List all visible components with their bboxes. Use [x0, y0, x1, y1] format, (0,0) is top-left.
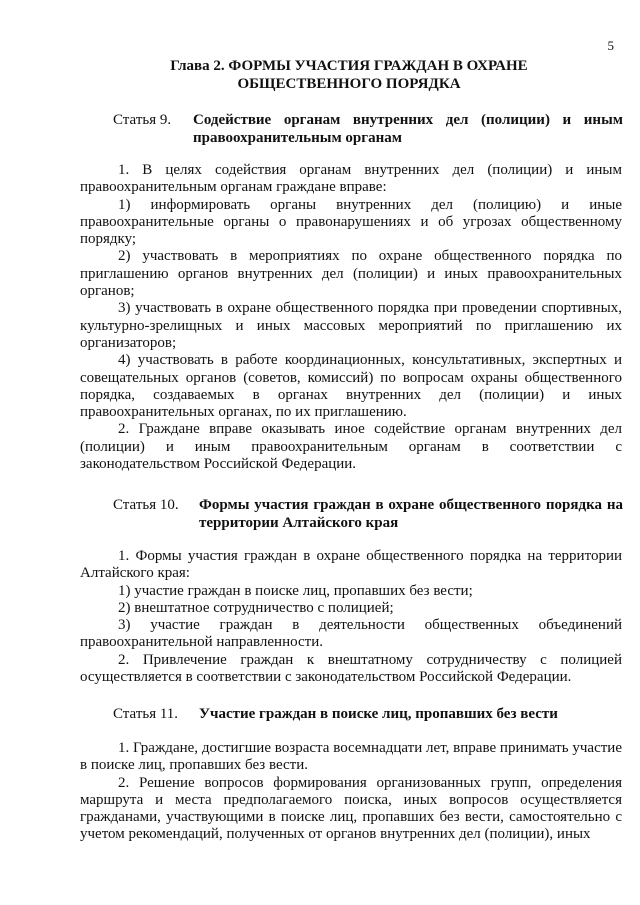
- article-11-title: Участие граждан в поиске лиц, пропавших без вести: [199, 706, 558, 722]
- chapter-title: [80, 57, 618, 93]
- page-number: 5: [607, 38, 614, 53]
- paragraph: 1. Граждане, достигшие возраста восемнадцати лет, вправе принимать участие в поиске лиц, пропавших без вести.: [80, 740, 622, 774]
- paragraph: 2) внештатное сотрудничество с полицией;: [118, 599, 394, 616]
- article-9-heading: [113, 111, 623, 147]
- article-10-number: Статья 10.: [113, 497, 179, 513]
- article-10-heading: [113, 496, 623, 532]
- article-10-title: Формы участия граждан в охране общественного порядка на территории Алтайского края: [199, 497, 623, 531]
- paragraph: 3) участие граждан в деятельности общественных объединений правоохранительной направленности.: [80, 617, 622, 651]
- paragraph: 1. В целях содействия органам внутренних дел (полиции) и иным правоохранительным органам граждане вправе:: [80, 162, 622, 196]
- paragraph: 4) участвовать в работе координационных, консультативных, экспертных и совещательных органов (советов, комиссий) по вопросам охраны общественного порядка, создаваемых в органах внутренних дел (полиции) и иных правоохранительных органах, по их приглашению.: [80, 352, 622, 421]
- paragraph: 2. Решение вопросов формирования организованных групп, определения маршрута и места предполагаемого поиска, иных вопросов осуществляется гражданами, участвующими в поиске лиц, пропавших без вести, самостоятельно с учетом рекомендаций, полученных от органов внутренних дел (полиции), иных: [80, 774, 622, 843]
- paragraph: 2) участвовать в мероприятиях по охране общественного порядка по приглашению органов внутренних дел (полиции) и иных правоохранительных органов;: [80, 248, 622, 300]
- paragraph: 2. Привлечение граждан к внештатному сотрудничеству с полицией осуществляется в соответствии с законодательством Российской Федерации.: [80, 651, 622, 686]
- article-9-title: Содействие органам внутренних дел (полиции) и иным правоохранительным органам: [193, 112, 623, 146]
- chapter-title-line-2: ОБЩЕСТВЕННОГО ПОРЯДКА: [237, 76, 461, 92]
- article-11-heading: [113, 705, 623, 723]
- article-9-number: Статья 9.: [113, 112, 172, 128]
- article-11-number: Статья 11.: [113, 706, 179, 722]
- paragraph: 2. Граждане вправе оказывать иное содействие органам внутренних дел (полиции) и иным правоохранительным органам в соответствии с законодательством Российской Федерации.: [80, 421, 622, 473]
- paragraph: 3) участвовать в охране общественного порядка при проведении спортивных, культурно-зрелищных и иных массовых мероприятий по приглашению их организаторов;: [80, 300, 622, 351]
- paragraph: 1. Формы участия граждан в охране общественного порядка на территории Алтайского края:: [80, 548, 622, 582]
- article-10-body: [80, 548, 622, 686]
- article-11-body: [80, 740, 622, 844]
- paragraph: 1) информировать органы внутренних дел (полицию) и иные правоохранительные органы о правонарушениях и об угрозах общественному порядку;: [80, 196, 622, 248]
- chapter-title-line-1: Глава 2. ФОРМЫ УЧАСТИЯ ГРАЖДАН В ОХРАНЕ: [170, 58, 528, 74]
- article-9-body: [80, 162, 622, 473]
- paragraph: 1) участие граждан в поиске лиц, пропавших без вести;: [118, 582, 473, 599]
